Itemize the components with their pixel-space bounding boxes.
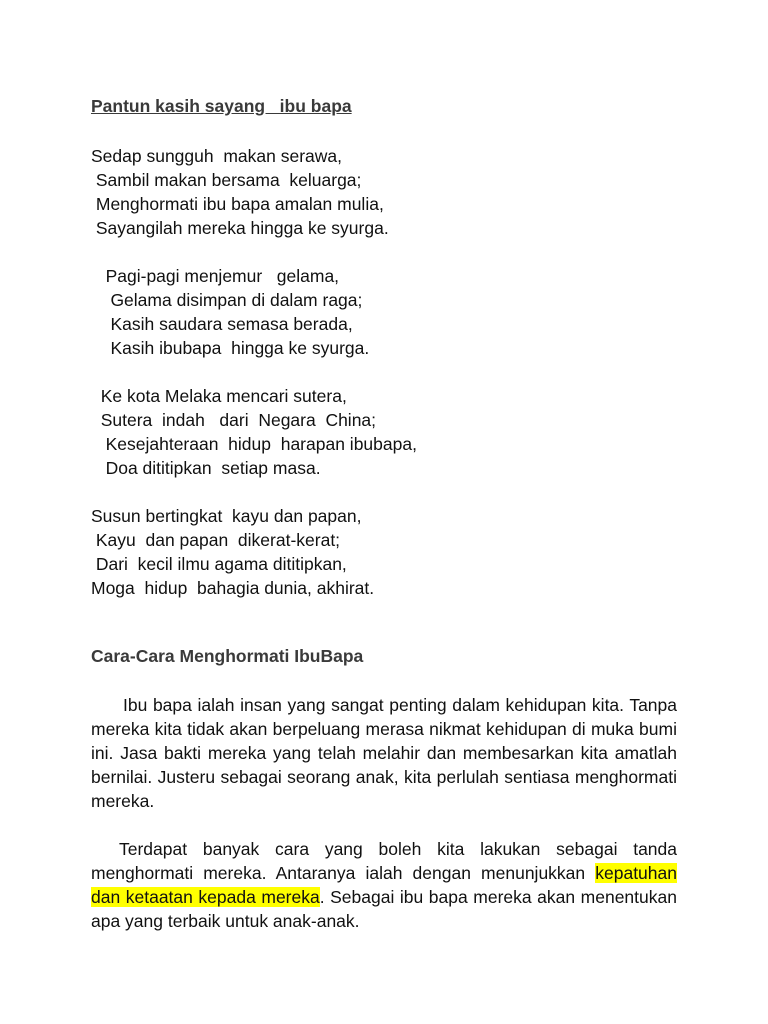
document-page <box>91 94 677 957</box>
verse-line: Pagi-pagi menjemur gelama, <box>91 266 340 286</box>
stanza-1 <box>91 144 677 240</box>
stanza-2 <box>91 264 677 360</box>
section-heading: Cara-Cara Menghormati IbuBapa <box>91 646 364 666</box>
verse-line: Kayu dan papan dikerat-kerat; <box>91 530 341 550</box>
stanza-4 <box>91 504 677 600</box>
highlighted-phrase: kepatuhan dan ketaatan kepada mereka <box>91 863 677 907</box>
verse-line: Kasih ibubapa hingga ke syurga. <box>91 338 370 358</box>
paragraph-2 <box>91 837 677 933</box>
paragraph-2-text-end: . Sebagai ibu bapa mereka akan menentukan apa yang terbaik untuk anak-anak. <box>91 887 677 931</box>
paragraph-2-text-start: Terdapat banyak cara yang boleh kita lakukan sebagai tanda menghormati mereka. Antaranya ialah dengan menunjukkan <box>91 839 677 883</box>
verse-line: Doa dititipkan setiap masa. <box>91 458 321 478</box>
verse-line: Gelama disimpan di dalam raga; <box>91 290 363 310</box>
stanza-3 <box>91 384 677 480</box>
verse-line: Sambil makan bersama keluarga; <box>91 170 362 190</box>
verse-line: Kesejahteraan hidup harapan ibubapa, <box>91 434 417 454</box>
verse-line: Ke kota Melaka mencari sutera, <box>91 386 347 406</box>
verse-line: Susun bertingkat kayu dan papan, <box>91 506 362 526</box>
poem-title: Pantun kasih sayang ibu bapa <box>91 96 352 116</box>
verse-line: Sedap sungguh makan serawa, <box>91 146 342 166</box>
verse-line: Dari kecil ilmu agama dititipkan, <box>91 554 347 574</box>
verse-line: Sayangilah mereka hingga ke syurga. <box>91 218 389 238</box>
verse-line: Menghormati ibu bapa amalan mulia, <box>91 194 384 214</box>
verse-line: Moga hidup bahagia dunia, akhirat. <box>91 578 375 598</box>
verse-line: Kasih saudara semasa berada, <box>91 314 353 334</box>
paragraph-1: Ibu bapa ialah insan yang sangat penting dalam kehidupan kita. Tanpa mereka kita tidak akan berpeluang merasa nikmat kehidupan di muka bumi ini. Jasa bakti mereka yang telah melahir dan membesarkan kita amatlah bernilai. Justeru sebagai seorang anak, kita perlulah sentiasa menghormati mereka. <box>91 695 677 811</box>
verse-line: Sutera indah dari Negara China; <box>91 410 377 430</box>
